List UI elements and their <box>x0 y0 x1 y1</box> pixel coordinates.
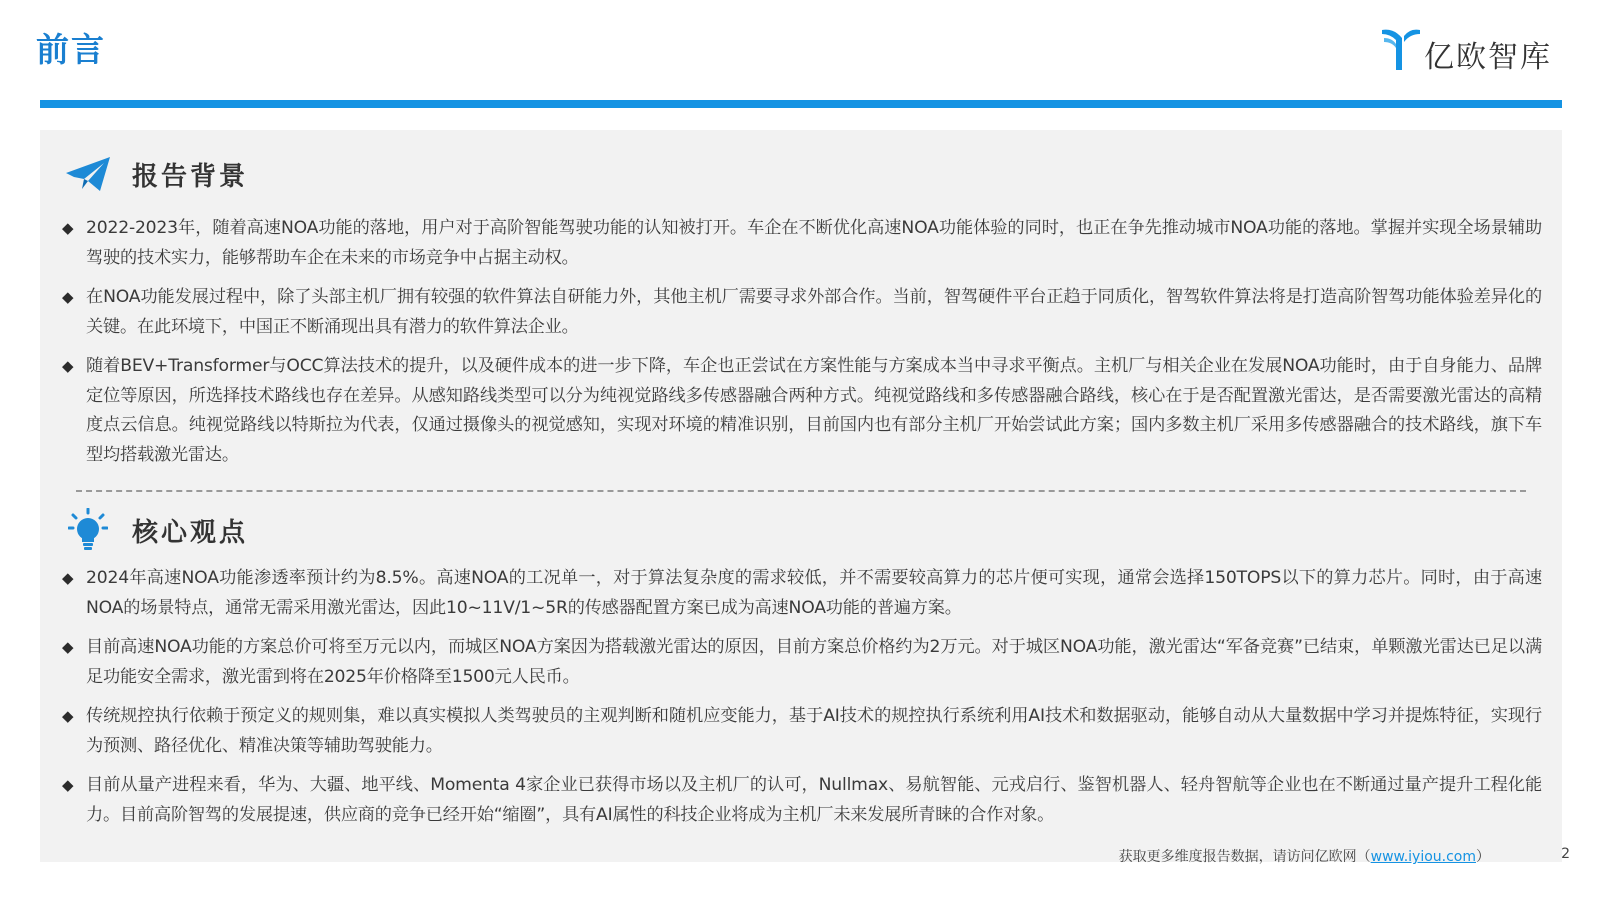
paper-plane-icon <box>66 152 110 196</box>
footer-note: 获取更多维度报告数据，请访问亿欧网（www.iyiou.com） <box>1118 849 1490 865</box>
list-item: ◆ 随着BEV+Transformer与OCC算法技术的提升，以及硬件成本的进一步下降，车企也正尝试在方案性能与方案成本当中寻求平衡点。主机厂与相关企业在发展NOA功能时，由于自身能力、品牌定位等原因，所选择技术路线也存在差异。从感知路线类型可以分为纯视觉路线多传感器融合两种方式。纯视觉路线和多传感器融合路线，核心在于是否配置激光雷达，是否需要激光雷达的高精度点云信息。纯视觉路线以特斯拉为代表，仅通过摄像头的视觉感知，实现对环境的精准识别，目前国内也有部分主机厂开始尝试此方案；国内多数主机厂采用多传感器融合的技术路线，旗下车型均搭载激光雷达。 <box>62 352 1542 470</box>
diamond-bullet-icon: ◆ <box>62 638 74 656</box>
content-panel <box>40 130 1562 862</box>
diamond-bullet-icon: ◆ <box>62 357 74 375</box>
diamond-bullet-icon: ◆ <box>62 288 74 306</box>
page-number: 2 <box>1561 846 1570 862</box>
background-bullet-list <box>62 214 1542 480</box>
brand-logo <box>1380 26 1570 75</box>
section-title: 核心观点 <box>132 517 249 548</box>
section-header-key-points <box>66 510 248 550</box>
list-item: ◆ 目前从量产进程来看，华为、大疆、地平线、Momenta 4家企业已获得市场以及主机厂的认可，Nullmax、易航智能、元戎启行、鉴智机器人、轻舟智航等企业也在不断通过量产提升工程化能力。目前高阶智驾的发展提速，供应商的竞争已经开始“缩圈”，具有AI属性的科技企业将成为主机厂未来发展所青睐的合作对象。 <box>62 771 1542 830</box>
diamond-bullet-icon: ◆ <box>62 219 74 237</box>
list-item: ◆ 目前高速NOA功能的方案总价可将至万元以内，而城区NOA方案因为搭载激光雷达的原因，目前方案总价格约为2万元。对于城区NOA功能，激光雷达“军备竞赛”已结束，单颗激光雷达已足以满足功能安全需求，激光雷到将在2025年价格降至1500元人民币。 <box>62 633 1542 692</box>
lightbulb-icon <box>66 508 110 552</box>
diamond-bullet-icon: ◆ <box>62 569 74 587</box>
brand-logo-text: 亿欧智库 <box>1424 40 1552 75</box>
diamond-bullet-icon: ◆ <box>62 707 74 725</box>
brand-logo-icon <box>1380 26 1422 72</box>
list-item: ◆ 2022-2023年，随着高速NOA功能的落地，用户对于高阶智能驾驶功能的认知被打开。车企在不断优化高速NOA功能体验的同时，也正在争先推动城市NOA功能的落地。掌握并实现全场景辅助驾驶的技术实力，能够帮助车企在未来的市场竞争中占据主动权。 <box>62 214 1542 273</box>
diamond-bullet-icon: ◆ <box>62 776 74 794</box>
section-title: 报告背景 <box>132 161 249 192</box>
section-divider <box>76 490 1526 492</box>
page-title: 前言 <box>36 30 106 69</box>
footer-link[interactable]: www.iyiou.com <box>1370 849 1476 865</box>
header-rule <box>40 100 1562 108</box>
section-header-background <box>66 154 248 194</box>
list-item: ◆ 传统规控执行依赖于预定义的规则集，难以真实模拟人类驾驶员的主观判断和随机应变能力，基于AI技术的规控执行系统利用AI技术和数据驱动，能够自动从大量数据中学习并提炼特征，实现行为预测、路径优化、精准决策等辅助驾驶能力。 <box>62 702 1542 761</box>
key-points-bullet-list <box>62 564 1542 840</box>
list-item: ◆ 2024年高速NOA功能渗透率预计约为8.5%。高速NOA的工况单一，对于算法复杂度的需求较低，并不需要较高算力的芯片便可实现，通常会选择150TOPS以下的算力芯片。同时，由于高速NOA的场景特点，通常无需采用激光雷达，因此10~11V/1~5R的传感器配置方案已成为高速NOA功能的普遍方案。 <box>62 564 1542 623</box>
list-item: ◆ 在NOA功能发展过程中，除了头部主机厂拥有较强的软件算法自研能力外，其他主机厂需要寻求外部合作。当前，智驾硬件平台正趋于同质化，智驾软件算法将是打造高阶智驾功能体验差异化的关键。在此环境下，中国正不断涌现出具有潜力的软件算法企业。 <box>62 283 1542 342</box>
